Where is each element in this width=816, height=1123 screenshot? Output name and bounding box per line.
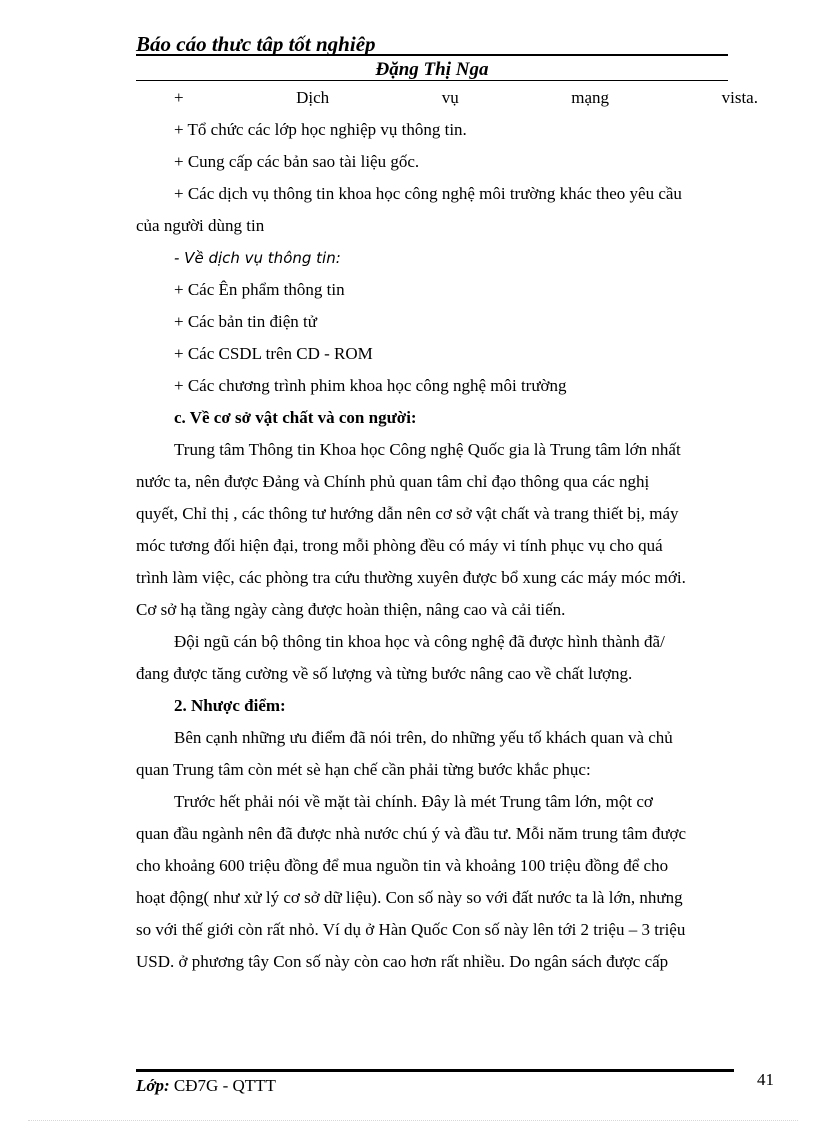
- header-author: Đặng Thị Nga: [375, 59, 489, 80]
- body-word: +: [174, 88, 184, 107]
- header-rule: [136, 54, 728, 56]
- body-line: của người dùng tin: [136, 216, 265, 235]
- page-number: 41: [757, 1070, 774, 1089]
- body-line: Đội ngũ cán bộ thông tin khoa học và công nghệ đã được hình thành đã/: [174, 632, 665, 651]
- subsection-label: - Về dịch vụ thông tin:: [174, 249, 341, 267]
- body-line: đang được tăng cường về số lượng và từng bước nâng cao về chất lượng.: [136, 664, 633, 683]
- body-line: quan đầu ngành nên đã được nhà nước chú ý và đầu tư. Mỗi năm trung tâm được: [136, 824, 687, 843]
- header-rule-thin: [136, 80, 728, 81]
- body-line: móc tương đối hiện đại, trong mỗi phòng đều có máy vi tính phục vụ cho quá: [136, 536, 663, 555]
- body-line: Bên cạnh những ưu điểm đã nói trên, do những yếu tố khách quan và chủ: [174, 728, 673, 747]
- header-title: Báo cáo thưc tâp tốt nghiêp: [136, 32, 376, 56]
- body-line: so với thế giới còn rất nhỏ. Ví dụ ở Hàn Quốc Con số này lên tới 2 triệu – 3 triệu: [136, 920, 686, 939]
- body-word: vụ: [441, 88, 459, 107]
- body-line: + Các dịch vụ thông tin khoa học công nghệ môi trường khác theo yêu cầu: [174, 184, 682, 203]
- body-line: quan Trung tâm còn mét sè hạn chế cần phải từng bước khắc phục:: [136, 760, 591, 779]
- body-line: trình làm việc, các phòng tra cứu thường xuyên được bổ xung các máy móc mới.: [136, 568, 686, 587]
- footer-rule: [136, 1069, 734, 1072]
- section-heading: 2. Nhược điểm:: [174, 696, 286, 715]
- body-line: nước ta, nên được Đảng và Chính phủ quan tâm chỉ đạo thông qua các nghị: [136, 472, 650, 491]
- body-line: + Cung cấp các bản sao tài liệu gốc.: [174, 152, 420, 171]
- body-line: Trung tâm Thông tin Khoa học Công nghệ Quốc gia là Trung tâm lớn nhất: [174, 440, 681, 459]
- body-line: hoạt động( như xử lý cơ sở dữ liệu). Con số này so với đất nước ta là lớn, nhưng: [136, 888, 683, 907]
- body-line: + Các chương trình phim khoa học công nghệ môi trường: [174, 376, 567, 395]
- footer-class-label: Lớp:: [136, 1076, 170, 1095]
- body-line: USD. ở phương tây Con số này còn cao hơn rất nhiều. Do ngân sách được cấp: [136, 952, 669, 971]
- section-heading: c. Về cơ sở vật chất và con người:: [174, 408, 417, 427]
- body-word: vista.: [721, 88, 758, 107]
- footer-class-value: CĐ7G - QTTT: [169, 1076, 276, 1095]
- body-line: cho khoảng 600 triệu đồng để mua nguồn tin và khoảng 100 triệu đồng để cho: [136, 856, 669, 875]
- body-word: mạng: [571, 88, 610, 107]
- body-text: [136, 82, 758, 978]
- footer-class: [136, 1076, 276, 1096]
- body-line: quyết, Chỉ thị , các thông tư hướng dẫn nên cơ sở vật chất và trang thiết bị, máy: [136, 504, 679, 523]
- body-line: + Các Ên phẩm thông tin: [174, 280, 345, 299]
- body-word: Dịch: [296, 88, 330, 107]
- body-line: + Các bản tin điện tử: [174, 312, 317, 331]
- page-edge: [28, 1120, 798, 1121]
- body-line: [136, 242, 758, 274]
- body-line: [136, 82, 758, 114]
- body-line: Trước hết phải nói về mặt tài chính. Đây là mét Trung tâm lớn, một cơ: [174, 792, 653, 811]
- body-line: Cơ sở hạ tầng ngày càng được hoàn thiện, nâng cao và cải tiến.: [136, 600, 566, 619]
- body-line: + Tổ chức các lớp học nghiệp vụ thông tin.: [174, 120, 467, 139]
- body-line: + Các CSDL trên CD - ROM: [174, 344, 373, 363]
